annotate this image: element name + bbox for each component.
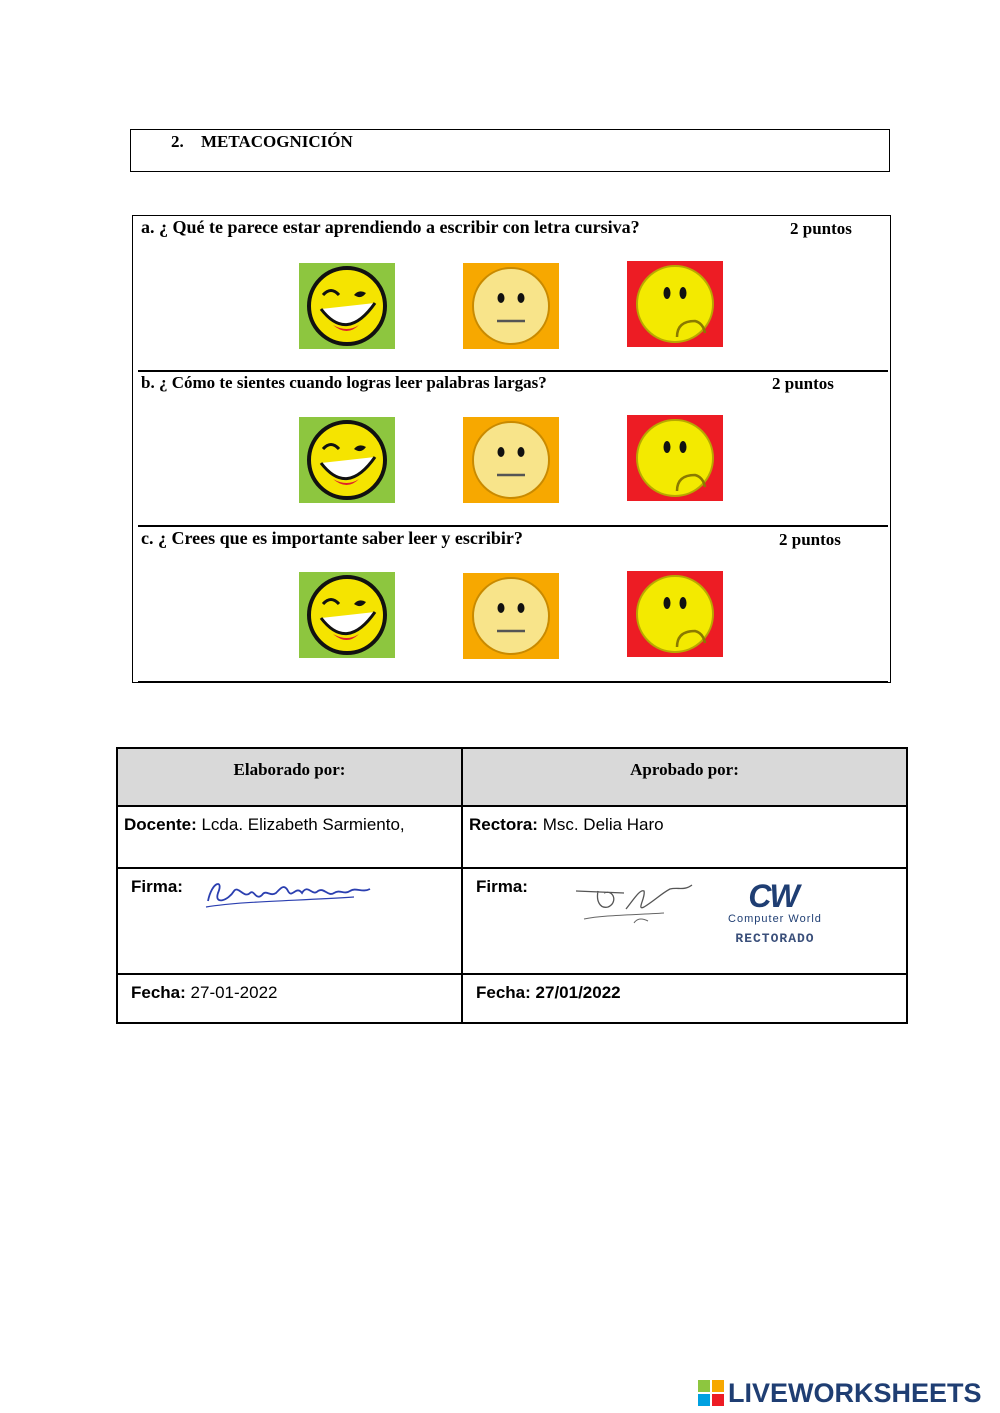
question-c-happy-face-button[interactable]: [299, 572, 395, 658]
happy-face-icon: [299, 417, 395, 503]
stamp-company: Computer World: [728, 913, 822, 925]
section-header: [130, 129, 890, 172]
rectora-label: Rectora:: [469, 815, 538, 834]
firma-label-right: Firma:: [476, 877, 528, 896]
question-a-text: a. ¿ Qué te parece estar aprendiendo a escribir con letra cursiva?: [141, 217, 640, 237]
table-column-divider: [461, 749, 463, 1022]
section-number: 2.: [171, 132, 184, 151]
question-c-points: 2 puntos: [779, 530, 841, 549]
questions-box: [132, 215, 891, 683]
question-c-divider: [138, 681, 888, 683]
question-b-text: b. ¿ Cómo te sientes cuando logras leer palabras largas?: [141, 373, 547, 392]
elaborado-header: Elaborado por:: [118, 749, 461, 805]
happy-face-icon: [299, 263, 395, 349]
docente-cell: [124, 815, 405, 835]
aprobado-header: Aprobado por:: [463, 749, 906, 805]
question-b-happy-face-button[interactable]: [299, 417, 395, 503]
neutral-face-icon: [463, 417, 559, 503]
question-c-neutral-face-button[interactable]: [463, 573, 559, 659]
question-b-points: 2 puntos: [772, 374, 834, 393]
liveworksheets-icon: [698, 1380, 724, 1406]
approval-table: [116, 747, 908, 1024]
liveworksheets-logo: [698, 1378, 982, 1408]
rectora-value: Msc. Delia Haro: [542, 815, 664, 834]
fecha-label-left: Fecha:: [131, 983, 186, 1002]
signature-right: [574, 879, 699, 929]
section-title: METACOGNICIÓN: [201, 132, 353, 151]
rectora-cell: [469, 815, 664, 835]
question-a: [133, 216, 890, 371]
fecha-cell-left: [131, 983, 278, 1003]
docente-label: Docente:: [124, 815, 197, 834]
table-row-divider: [118, 867, 906, 869]
sad-face-icon: [627, 261, 723, 347]
sad-face-icon: [627, 415, 723, 501]
question-a-sad-face-button[interactable]: [627, 261, 723, 347]
question-a-neutral-face-button[interactable]: [463, 263, 559, 349]
fecha-cell-right: [476, 983, 621, 1003]
firma-label-left: Firma:: [131, 877, 183, 896]
signature-left: [204, 871, 374, 917]
stamp-logo: CW: [748, 878, 798, 914]
question-c-text: c. ¿ Crees que es importante saber leer y escribir?: [141, 528, 523, 548]
question-c: [133, 527, 890, 682]
happy-face-icon: [299, 572, 395, 658]
footer-brand: LIVEWORKSHEETS: [728, 1377, 982, 1408]
stamp-text: RECTORADO: [735, 931, 815, 946]
fecha-value-right: 27/01/2022: [535, 983, 621, 1002]
fecha-label-right: Fecha:: [476, 983, 531, 1002]
question-b-neutral-face-button[interactable]: [463, 417, 559, 503]
docente-value: Lcda. Elizabeth Sarmiento,: [201, 815, 405, 834]
signature-left-icon: [204, 871, 374, 917]
neutral-face-icon: [463, 263, 559, 349]
rectorado-stamp: [712, 877, 838, 949]
neutral-face-icon: [463, 573, 559, 659]
question-a-happy-face-button[interactable]: [299, 263, 395, 349]
question-a-points: 2 puntos: [790, 219, 852, 238]
signature-right-icon: [574, 879, 699, 929]
question-c-sad-face-button[interactable]: [627, 571, 723, 657]
fecha-value-left: 27-01-2022: [190, 983, 278, 1002]
question-b-sad-face-button[interactable]: [627, 415, 723, 501]
table-row-divider: [118, 805, 906, 807]
question-b: [133, 372, 890, 527]
sad-face-icon: [627, 571, 723, 657]
table-row-divider: [118, 973, 906, 975]
